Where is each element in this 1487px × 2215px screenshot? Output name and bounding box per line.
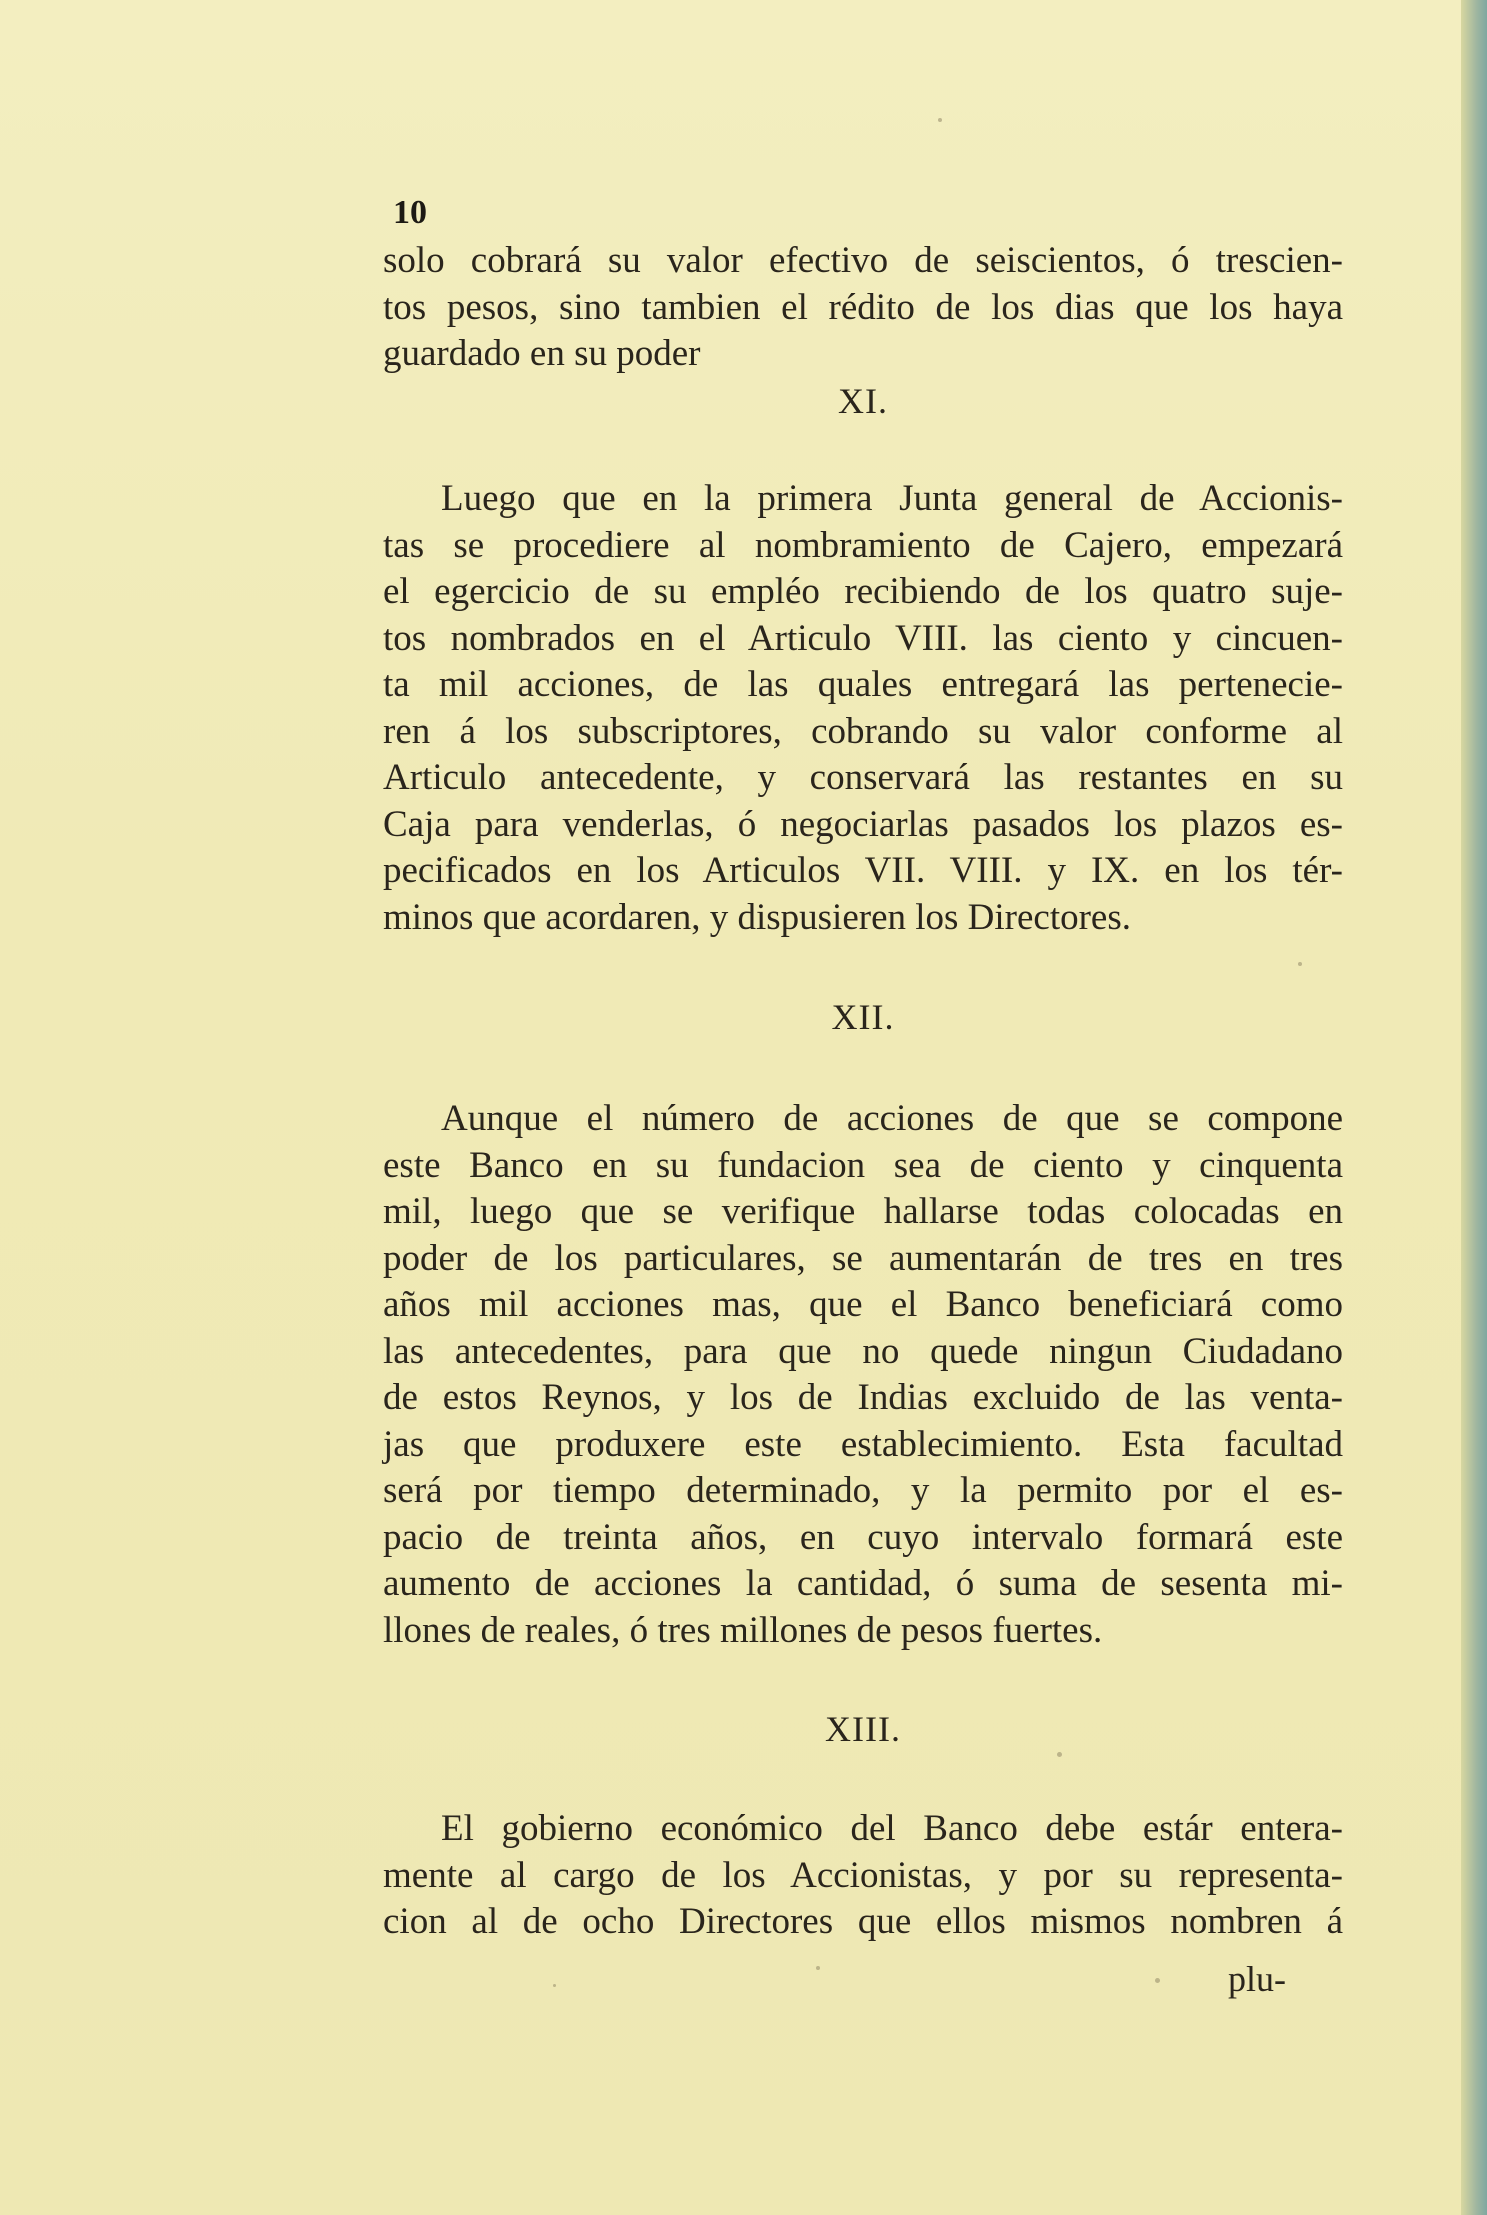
section-xi-paragraph [383, 476, 1343, 941]
text-line: aumento de acciones la cantidad, ó suma de sesenta mi- [383, 1563, 1343, 1604]
text-line: ren á los subscriptores, cobrando su valor conforme al [383, 710, 1343, 752]
text-line: mil, luego que se verifique hallarse todas colocadas en [383, 1191, 1343, 1232]
text-line: años mil acciones mas, que el Banco beneficiará como [383, 1284, 1343, 1325]
paper-speck [938, 118, 942, 122]
text-line: guardado en su poder [383, 333, 701, 374]
text-line: pacio de treinta años, en cuyo intervalo formará este [383, 1516, 1343, 1558]
text-line: Caja para venderlas, ó negociarlas pasados los plazos es- [383, 803, 1343, 845]
text-line: Aunque el número de acciones de que se compone [441, 1098, 1343, 1139]
text-line: de estos Reynos, y los de Indias excluido de las venta- [383, 1377, 1343, 1418]
text-line: tos nombrados en el Articulo VIII. las ciento y cincuen- [383, 617, 1343, 659]
paper-speck [1298, 962, 1302, 966]
paper-speck [816, 1966, 820, 1970]
text-line: será por tiempo determinado, y la permito por el es- [383, 1470, 1343, 1511]
paper-speck [1155, 1978, 1160, 1983]
text-line: poder de los particulares, se aumentarán de tres en tres [383, 1237, 1343, 1279]
text-line: este Banco en su fundacion sea de ciento y cinquenta [383, 1144, 1343, 1186]
page-edge [1461, 0, 1487, 2215]
continuation-paragraph [383, 238, 1343, 378]
text-line: tas se procediere al nombramiento de Cajero, empezará [383, 524, 1343, 566]
paper-speck [1057, 1752, 1062, 1757]
text-line: cion al de ocho Directores que ellos mismos nombren á [383, 1901, 1343, 1942]
paper-speck [553, 1984, 556, 1987]
text-line: El gobierno económico del Banco debe estár entera- [441, 1808, 1343, 1849]
section-xiii-paragraph [383, 1806, 1343, 1946]
section-xii-paragraph [383, 1096, 1343, 1654]
text-line: mente al cargo de los Accionistas, y por su representa- [383, 1854, 1343, 1896]
section-heading-xii: XII. [831, 997, 895, 1037]
catchword: plu- [1228, 1959, 1286, 1999]
text-line: las antecedentes, para que no quede ningun Ciudadano [383, 1330, 1343, 1372]
section-heading-xiii: XIII. [825, 1709, 901, 1749]
section-heading-xi: XI. [838, 381, 888, 421]
text-line: minos que acordaren, y dispusieren los Directores. [383, 896, 1132, 938]
text-line: llones de reales, ó tres millones de pesos fuertes. [383, 1609, 1103, 1651]
text-line: Articulo antecedente, y conservará las restantes en su [383, 757, 1343, 798]
text-line: solo cobrará su valor efectivo de seiscientos, ó trescien- [383, 240, 1343, 281]
text-line: jas que produxere este establecimiento. Esta facultad [383, 1423, 1343, 1465]
text-line: Luego que en la primera Junta general de Accionis- [441, 478, 1343, 519]
text-line: el egercicio de su empléo recibiendo de los quatro suje- [383, 571, 1343, 612]
page-number: 10 [393, 194, 427, 231]
text-line: ta mil acciones, de las quales entregará las pertenecie- [383, 664, 1343, 705]
text-line: pecificados en los Articulos VII. VIII. y IX. en los tér- [383, 850, 1343, 891]
text-line: tos pesos, sino tambien el rédito de los dias que los haya [383, 286, 1343, 328]
